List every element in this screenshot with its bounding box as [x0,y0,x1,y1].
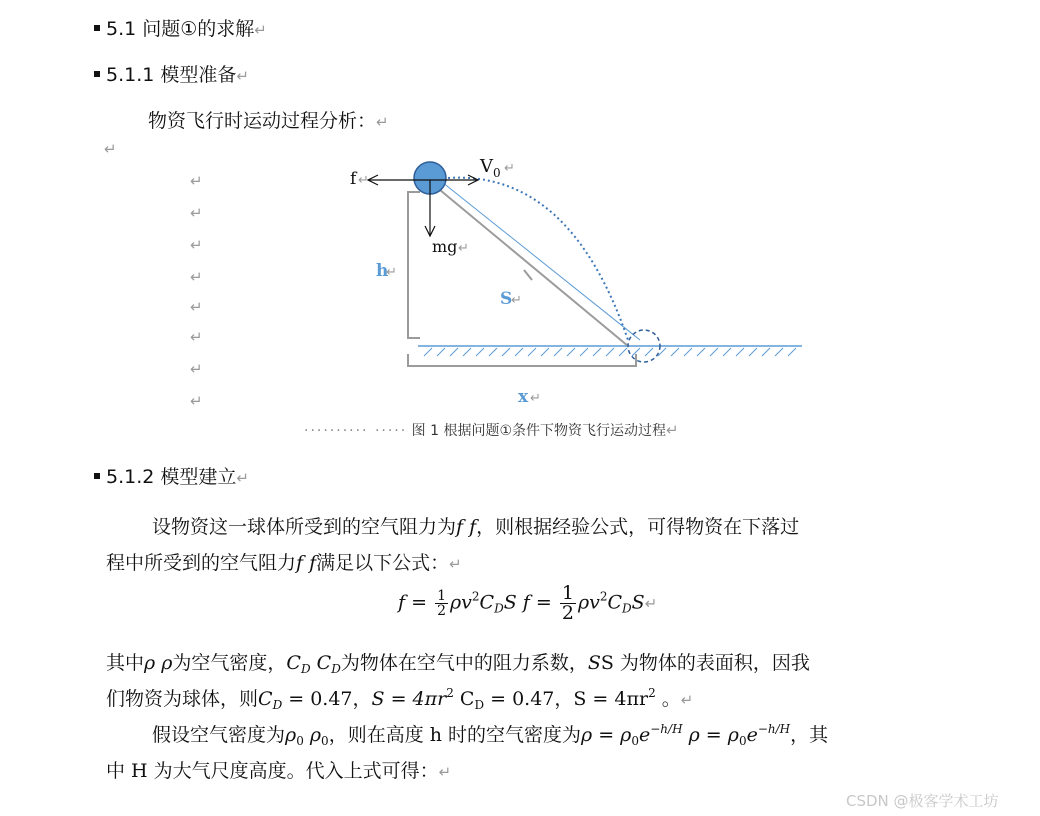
ground-hatch-lines [424,348,796,356]
heading-5-1-1: 5.1.1 模型准备↵ [94,60,249,87]
paragraph-mark-icon: ↵ [438,763,452,781]
paragraph-mark-icon: ↵ [236,469,249,487]
caption-leader-dots: ·········· ····· [304,423,408,439]
slope-blue-line [442,182,640,340]
para2-line2: 们物资为球体，则$C_D = 0.47$，$S = 4\pi r^2$ $C_D = 0.47$，$S = 4\pi r^2$ 。↵ [106,686,694,712]
hatch-mark [554,348,562,356]
bullet-icon [94,25,100,31]
paragraph-mark-icon: ↵ [680,691,694,709]
hatch-mark [476,348,484,356]
watermark: CSDN @极客学术工坊 [846,792,999,810]
hatch-mark [437,348,445,356]
height-bracket [408,192,420,338]
paragraph-mark-icon: ↵ [530,391,541,406]
hatch-mark [736,348,744,356]
hatch-mark [528,348,536,356]
paragraph-mark-icon: ↵ [254,21,267,39]
hatch-mark [606,348,614,356]
slope-tick [524,270,532,280]
heading-5-1: 5.1 问题①的求解↵ [94,14,267,41]
paragraph-mark-icon: ↵ [504,161,515,176]
empty-paragraph-mark: ↵ [104,140,117,158]
hatch-mark [463,348,471,356]
intro-paragraph: 物资飞行时运动过程分析：↵ [148,110,389,132]
paragraph-mark-icon: ↵ [458,241,469,256]
para3-line2: 中 H 为大气尺度高度。代入上式可得：↵ [106,760,452,782]
bullet-icon [94,71,100,77]
paragraph-mark-icon: ↵ [449,555,462,573]
paragraph-mark-icon: ↵ [190,268,203,286]
bullet-icon [94,473,100,479]
paragraph-mark-icon: ↵ [644,594,658,613]
label-s: S [500,289,513,309]
hatch-mark [489,348,497,356]
hatch-mark [541,348,549,356]
hatch-mark [684,348,692,356]
paragraph-mark-icon: ↵ [376,113,389,131]
paragraph-mark-icon: ↵ [190,392,203,410]
hatch-mark [723,348,731,356]
label-v0-sub: 0 [493,166,501,180]
figure-caption: ·········· ····· 图 1 根据问题①条件下物资飞行运动过程↵ [304,421,679,439]
fraction-half-small: $\frac{1}{2}$ [437,588,446,619]
hatch-mark [788,348,796,356]
paragraph-mark-icon: ↵ [190,328,203,346]
para1-line1: 设物资这一球体所受到的空气阻力为f f，则根据经验公式，可得物资在下落过 [152,516,800,538]
paragraph-mark-icon: ↵ [190,172,203,190]
paragraph-mark-icon: ↵ [511,293,522,308]
slope-grey-line [440,190,628,346]
fraction-half-large: $\frac{1}{2}$ [561,582,574,624]
hatch-mark [619,348,627,356]
hatch-mark [424,348,432,356]
label-x: x [518,387,529,407]
hatch-mark [671,348,679,356]
hatch-mark [450,348,458,356]
hatch-mark [502,348,510,356]
para3-line1: 假设空气密度为$\rho_0$ $\rho_0$，则在高度 h 时的空气密度为$\rho = \rho_0e^{-h/H}$ $\rho = \rho_0e^{-h/H}$，其 [152,722,829,748]
hatch-mark [710,348,718,356]
paragraph-mark-icon: ↵ [190,204,203,222]
paragraph-mark-icon: ↵ [190,298,203,316]
heading-5-1-2: 5.1.2 模型建立↵ [94,462,249,489]
paragraph-mark-icon: ↵ [236,67,249,85]
hatch-mark [762,348,770,356]
hatch-mark [580,348,588,356]
hatch-mark [775,348,783,356]
label-f: f [350,169,357,189]
paragraph-mark-icon: ↵ [386,265,397,280]
hatch-mark [515,348,523,356]
paragraph-mark-icon: ↵ [358,173,369,188]
paragraph-mark-icon: ↵ [190,236,203,254]
motion-diagram [340,150,820,410]
label-h: h [376,261,389,281]
hatch-mark [593,348,601,356]
para2-line1: 其中ρ ρ为空气密度，$C_D$ $C_D$为物体在空气中的阻力系数，SS 为物体的表面积，因我 [106,652,810,676]
paragraph-mark-icon: ↵ [190,360,203,378]
para1-line2: 程中所受到的空气阻力f f满足以下公式：↵ [106,552,462,574]
hatch-mark [697,348,705,356]
label-v0: V [480,156,493,177]
paragraph-mark-icon: ↵ [666,421,679,439]
hatch-mark [567,348,575,356]
hatch-mark [645,348,653,356]
label-mg: mg [432,237,458,256]
distance-bracket [408,354,636,366]
hatch-mark [749,348,757,356]
drag-formula: f = $\frac{1}{2}$ $\rho v^2C_DS$ f = $\frac{1}{2}$ $\rho v^2C_DS↵$ [398,582,658,624]
